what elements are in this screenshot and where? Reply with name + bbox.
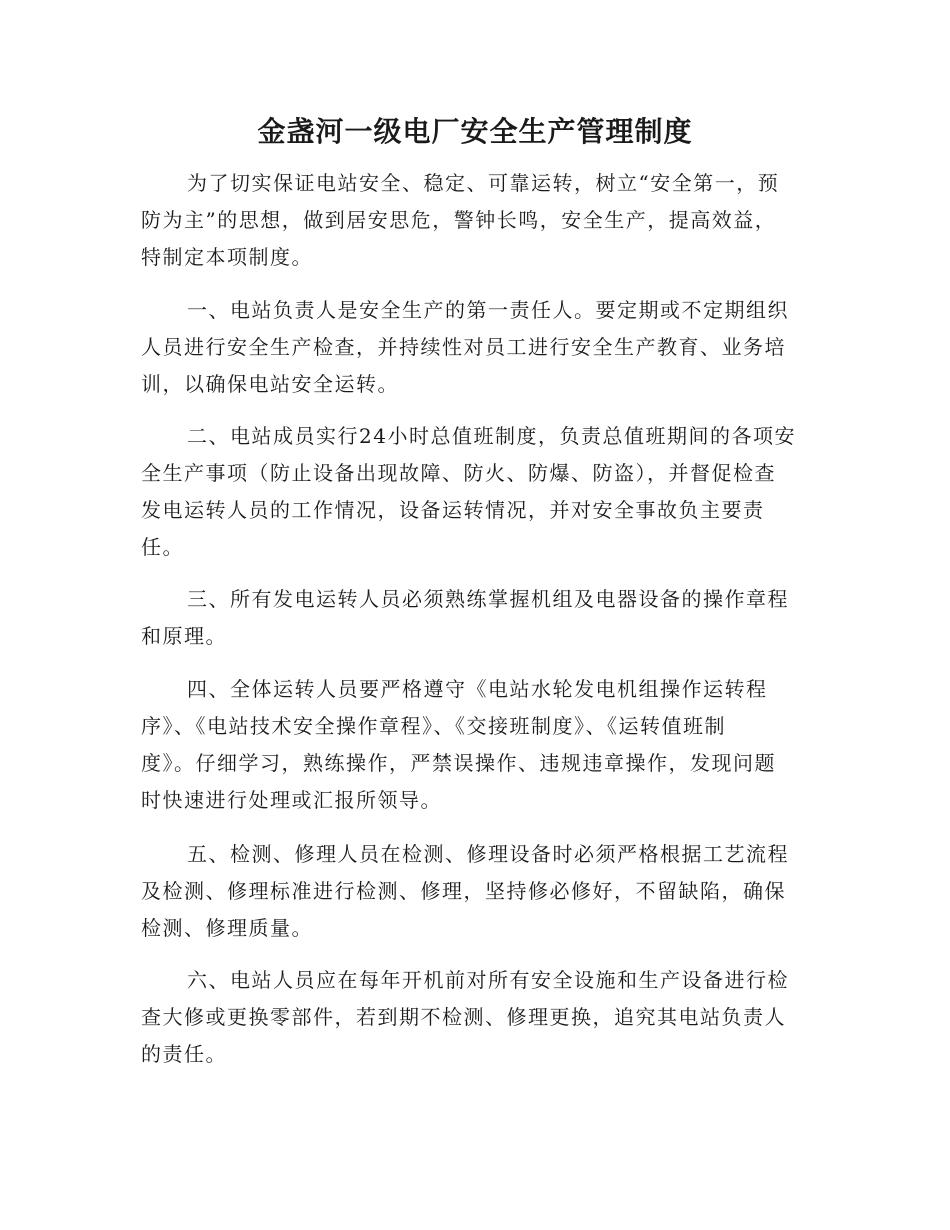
paragraph-line: 四、全体运转人员要严格遵守《电站水轮发电机组操作运转程 bbox=[187, 677, 768, 701]
paragraph-rule-2 bbox=[141, 418, 801, 566]
paragraph-line: 五、检测、修理人员在检测、修理设备时必须严格根据工艺流程 bbox=[187, 842, 789, 866]
paragraph-rule-4 bbox=[141, 671, 801, 819]
paragraph-line: 全生产事项（防止设备出现故障、防火、防爆、防盗），并督促检查 bbox=[141, 461, 776, 485]
paragraph-line: 检测、修理质量。 bbox=[141, 916, 313, 940]
paragraph-line: 发电运转人员的工作情况，设备运转情况，并对安全事故负主要责 bbox=[141, 498, 765, 522]
paragraph-rule-5 bbox=[141, 836, 801, 947]
paragraph-rule-1 bbox=[141, 292, 801, 403]
paragraph-rule-3 bbox=[141, 581, 801, 655]
paragraph-line: 及检测、修理标准进行检测、修理，坚持修必修好，不留缺陷，确保 bbox=[141, 879, 786, 903]
paragraph-line: 训，以确保电站安全运转。 bbox=[141, 372, 399, 396]
paragraph-line: 特制定本项制度。 bbox=[141, 245, 313, 269]
paragraph-line: 序》、《电站技术安全操作章程》、《交接班制度》、《运转值班制 bbox=[141, 714, 726, 738]
paragraph-line: 六、电站人员应在每年开机前对所有安全设施和生产设备进行检 bbox=[187, 968, 789, 992]
paragraph-line: 防为主”的思想，做到居安思危，警钟长鸣，安全生产，提高效益， bbox=[141, 208, 777, 232]
paragraph-line: 二、电站成员实行24小时总值班制度，负责总值班期间的各项安 bbox=[187, 424, 796, 448]
paragraph-line: 任。 bbox=[141, 535, 184, 559]
paragraph-line: 时快速进行处理或汇报所领导。 bbox=[141, 788, 442, 812]
paragraph-line: 三、所有发电运转人员必须熟练掌握机组及电器设备的操作章程 bbox=[187, 587, 789, 611]
paragraph-line: 和原理。 bbox=[141, 624, 227, 648]
paragraph-line: 的责任。 bbox=[141, 1042, 227, 1066]
paragraph-intro bbox=[141, 165, 801, 276]
document-title: 金盏河一级电厂安全生产管理制度 bbox=[257, 115, 693, 148]
paragraph-line: 度》。仔细学习，熟练操作，严禁误操作、违规违章操作，发现问题 bbox=[141, 751, 776, 775]
paragraph-line: 人员进行安全生产检查，并持续性对员工进行安全生产教育、业务培 bbox=[141, 335, 786, 359]
paragraph-line: 一、电站负责人是安全生产的第一责任人。要定期或不定期组织 bbox=[187, 298, 789, 322]
paragraph-rule-6 bbox=[141, 962, 801, 1073]
paragraph-line: 为了切实保证电站安全、稳定、可靠运转，树立“安全第一，预 bbox=[187, 171, 780, 195]
paragraph-line: 查大修或更换零部件，若到期不检测、修理更换，追究其电站负责人 bbox=[141, 1005, 786, 1029]
